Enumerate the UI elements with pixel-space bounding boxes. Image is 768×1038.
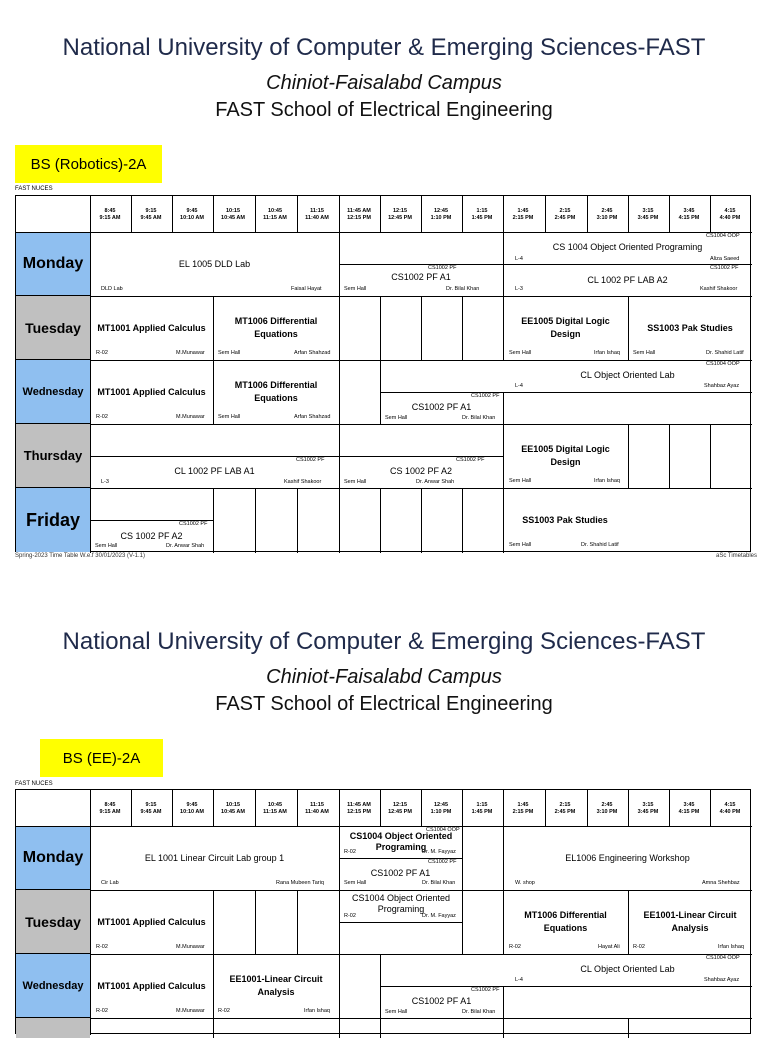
footer-version: Spring-2023 Time Table W.e.f 30/01/2023 (V-1.1) (15, 553, 145, 559)
time-slot: 12:15 12:45 PM (388, 208, 412, 221)
time-slot: 2:15 2:45 PM (554, 208, 576, 221)
university-title: National University of Computer & Emerging Sciences-FAST (62, 34, 706, 61)
university-title: National University of Computer & Emerging Sciences-FAST (62, 628, 706, 655)
teacher-label: Kashif Shakoor (284, 479, 322, 485)
class-calculus: MT1001 Applied Calculus (97, 386, 206, 397)
course-code: CS1002 PF (456, 457, 485, 463)
timetable-grid (15, 195, 751, 552)
room-label: R-02 (344, 913, 356, 919)
teacher-label: Kashif Shakoor (700, 286, 738, 292)
class-oop-lab: CL Object Oriented Lab (580, 369, 675, 380)
time-slot: 9:15 9:45 AM (140, 208, 162, 221)
time-slot: 2:45 3:10 PM (596, 802, 618, 815)
time-slot: 3:15 3:45 PM (637, 208, 659, 221)
teacher-label: Irfan Ishaq (718, 944, 744, 950)
class-diff-eq: MT1006 Differential Equations (524, 910, 607, 933)
class-oop-lab: CL Object Oriented Lab (580, 963, 675, 974)
section-badge: BS (EE)-2A (40, 739, 163, 777)
day-thursday (16, 1018, 90, 1038)
class-linear-circuit-lab: EL 1001 Linear Circuit Lab group 1 (144, 852, 285, 863)
class-pf-lab-a1: CL 1002 PF LAB A1 (174, 465, 255, 476)
course-code: CS1002 PF (428, 265, 457, 271)
room-label: Sem Hall (344, 479, 367, 485)
time-slot: 11:45 AM 12:15 PM (347, 208, 371, 221)
class-oop: CS 1004 Object Oriented Programing (552, 241, 703, 252)
course-code: CS1002 PF (179, 521, 208, 527)
time-slot: 4:15 4:40 PM (719, 802, 741, 815)
room-label: R-02 (96, 350, 108, 356)
time-slot: 3:45 4:15 PM (678, 208, 700, 221)
fast-nuces-label: FAST NUCES (15, 781, 53, 787)
class-pf-a2: CS 1002 PF A2 (389, 465, 453, 476)
time-slot: 8:45 9:15 AM (99, 802, 121, 815)
time-slot: 11:15 11:40 AM (305, 208, 329, 221)
room-label: R-02 (96, 414, 108, 420)
class-pf-a2: CS 1002 PF A2 (120, 530, 183, 541)
room-label: Sem Hall (344, 286, 367, 292)
class-pak-studies: SS1003 Pak Studies (647, 322, 733, 333)
room-label: R-02 (633, 944, 645, 950)
room-label: Sem Hall (509, 478, 532, 484)
class-pak-studies: SS1003 Pak Studies (522, 514, 608, 525)
course-code: CS1004 OOP (706, 361, 740, 367)
room-label: R-02 (96, 944, 108, 950)
campus-title: Chiniot-Faisalabd Campus (266, 72, 502, 94)
course-code: CS1002 PF (471, 393, 500, 399)
class-pf-a1: CS1002 PF A1 (411, 401, 472, 412)
room-label: Cir Lab (101, 880, 119, 886)
room-label: L-4 (515, 256, 523, 262)
room-label: Sem Hall (95, 543, 118, 549)
course-code: CS1002 PF (428, 859, 457, 865)
section-badge: BS (Robotics)-2A (15, 145, 162, 183)
time-slot: 1:15 1:45 PM (471, 802, 493, 815)
time-slot: 10:15 10:45 AM (221, 802, 245, 815)
class-diff-eq: MT1006 Differential Equations (234, 380, 318, 403)
time-slot: 10:45 11:15 AM (263, 802, 287, 815)
day-wednesday: Wednesday (16, 360, 90, 424)
teacher-label: M.Munawar (176, 414, 205, 420)
teacher-label: Dr. M. Fayyaz (422, 849, 456, 855)
time-slot: 12:45 1:10 PM (430, 802, 452, 815)
school-title: FAST School of Electrical Engineering (215, 99, 553, 121)
room-label: W. shop (515, 880, 535, 886)
teacher-label: Faisal Hayat (291, 286, 322, 292)
room-label: L-4 (515, 383, 523, 389)
course-code: CS1004 OOP (426, 827, 460, 833)
day-tuesday: Tuesday (16, 296, 90, 360)
school-title: FAST School of Electrical Engineering (215, 693, 553, 715)
time-slot: 2:45 3:10 PM (596, 208, 618, 221)
time-slot: 8:45 9:15 AM (99, 208, 121, 221)
teacher-label: Arfan Shahzad (294, 350, 331, 356)
course-code: CS1004 OOP (706, 233, 740, 239)
teacher-label: Irfan Ishaq (304, 1008, 330, 1014)
room-label: Sem Hall (385, 1009, 408, 1015)
teacher-label: Rana Mubeen Tariq (276, 880, 324, 886)
class-calculus: MT1001 Applied Calculus (97, 916, 206, 927)
room-label: L-3 (101, 479, 109, 485)
time-slot: 3:45 4:15 PM (678, 802, 700, 815)
course-code: CS1002 PF (296, 457, 325, 463)
class-diff-eq: MT1006 Differential Equations (234, 316, 318, 339)
teacher-label: Shahbaz Ayaz (704, 977, 740, 983)
teacher-label: Irfan Ishaq (594, 478, 620, 484)
teacher-label: Dr. Bilal Khan (446, 286, 480, 292)
time-slot: 1:45 2:15 PM (512, 802, 534, 815)
room-label: Sem Hall (509, 350, 532, 356)
course-code: CS1004 OOP (706, 955, 740, 961)
teacher-label: Dr. Anwar Shah (166, 543, 205, 549)
class-oop: CS1004 Object Oriented Programing (349, 831, 453, 852)
course-code: CS1002 PF (710, 265, 739, 271)
day-monday: Monday (16, 232, 90, 296)
time-slot: 1:15 1:45 PM (471, 208, 493, 221)
class-linear-circuit: EE1001-Linear Circuit Analysis (229, 974, 323, 997)
class-linear-circuit: EE1001-Linear Circuit Analysis (643, 910, 737, 933)
fast-nuces-label: FAST NUCES (15, 186, 53, 192)
time-slot: 9:45 10:10 AM (180, 208, 204, 221)
teacher-label: Irfan Ishaq (594, 350, 620, 356)
teacher-label: Shahbaz Ayaz (704, 383, 740, 389)
room-label: Sem Hall (218, 350, 241, 356)
room-label: Sem Hall (344, 880, 367, 886)
teacher-label: Dr. Shahid Latif (706, 350, 744, 356)
time-slot: 4:15 4:40 PM (719, 208, 741, 221)
time-slot: 1:45 2:15 PM (512, 208, 534, 221)
class-digital-logic: EE1005 Digital Logic Design (521, 444, 610, 467)
teacher-label: Amna Shehbaz (702, 880, 740, 886)
room-label: L-4 (515, 977, 523, 983)
room-label: L-3 (515, 286, 523, 292)
room-label: R-02 (218, 1008, 230, 1014)
class-digital-logic: EE1005 Digital Logic Design (521, 316, 610, 339)
class-pf-a1: CS1002 PF A1 (411, 995, 472, 1006)
teacher-label: Hayat Ali (598, 944, 620, 950)
class-calculus: MT1001 Applied Calculus (97, 980, 206, 991)
teacher-label: Dr. M. Fayyaz (422, 913, 456, 919)
class-engineering-workshop: EL1006 Engineering Workshop (565, 852, 690, 863)
day-thursday: Thursday (16, 424, 90, 488)
room-label: Sem Hall (633, 350, 656, 356)
class-calculus: MT1001 Applied Calculus (97, 322, 206, 333)
day-friday: Friday (16, 488, 90, 552)
time-slot: 3:15 3:45 PM (637, 802, 659, 815)
teacher-label: M.Munawar (176, 944, 205, 950)
room-label: Sem Hall (509, 542, 532, 548)
room-label: R-02 (96, 1008, 108, 1014)
campus-title: Chiniot-Faisalabd Campus (266, 666, 502, 688)
class-oop: CS1004 Object Oriented Programing (351, 893, 451, 914)
teacher-label: Dr. Bilal Khan (462, 415, 496, 421)
room-label: DLD Lab (101, 286, 123, 292)
day-tuesday: Tuesday (16, 890, 90, 954)
room-label: Sem Hall (385, 415, 408, 421)
class-pf-lab-a2: CL 1002 PF LAB A2 (587, 274, 668, 285)
teacher-label: Arfan Shahzad (294, 414, 331, 420)
time-slot: 9:15 9:45 AM (140, 802, 162, 815)
time-slot: 10:15 10:45 AM (221, 208, 245, 221)
teacher-label: Dr. Shahid Latif (581, 542, 619, 548)
day-wednesday: Wednesday (16, 954, 90, 1018)
timetable-grid (15, 789, 751, 1034)
teacher-label: M.Munawar (176, 350, 205, 356)
teacher-label: Aliza Saeed (710, 256, 740, 262)
room-label: R-02 (509, 944, 521, 950)
course-code: CS1002 PF (471, 987, 500, 993)
time-slot: 12:45 1:10 PM (430, 208, 452, 221)
teacher-label: M.Munawar (176, 1008, 205, 1014)
class-dld-lab: EL 1005 DLD Lab (178, 258, 251, 269)
footer-brand: aSc Timetables (716, 553, 758, 559)
room-label: R-02 (344, 849, 356, 855)
day-monday: Monday (16, 826, 90, 890)
teacher-label: Dr. Anwar Shah (416, 479, 455, 485)
teacher-label: Dr. Bilal Khan (462, 1009, 496, 1015)
time-slot: 11:15 11:40 AM (305, 802, 329, 815)
time-slot: 11:45 AM 12:15 PM (347, 802, 371, 815)
teacher-label: Dr. Bilal Khan (422, 880, 456, 886)
time-slot: 9:45 10:10 AM (180, 802, 204, 815)
class-pf-a1: CS1002 PF A1 (370, 867, 431, 878)
time-slot: 10:45 11:15 AM (263, 208, 287, 221)
class-pf-a1: CS1002 PF A1 (391, 271, 451, 282)
time-slot: 12:15 12:45 PM (388, 802, 412, 815)
room-label: Sem Hall (218, 414, 241, 420)
time-slot: 2:15 2:45 PM (554, 802, 576, 815)
